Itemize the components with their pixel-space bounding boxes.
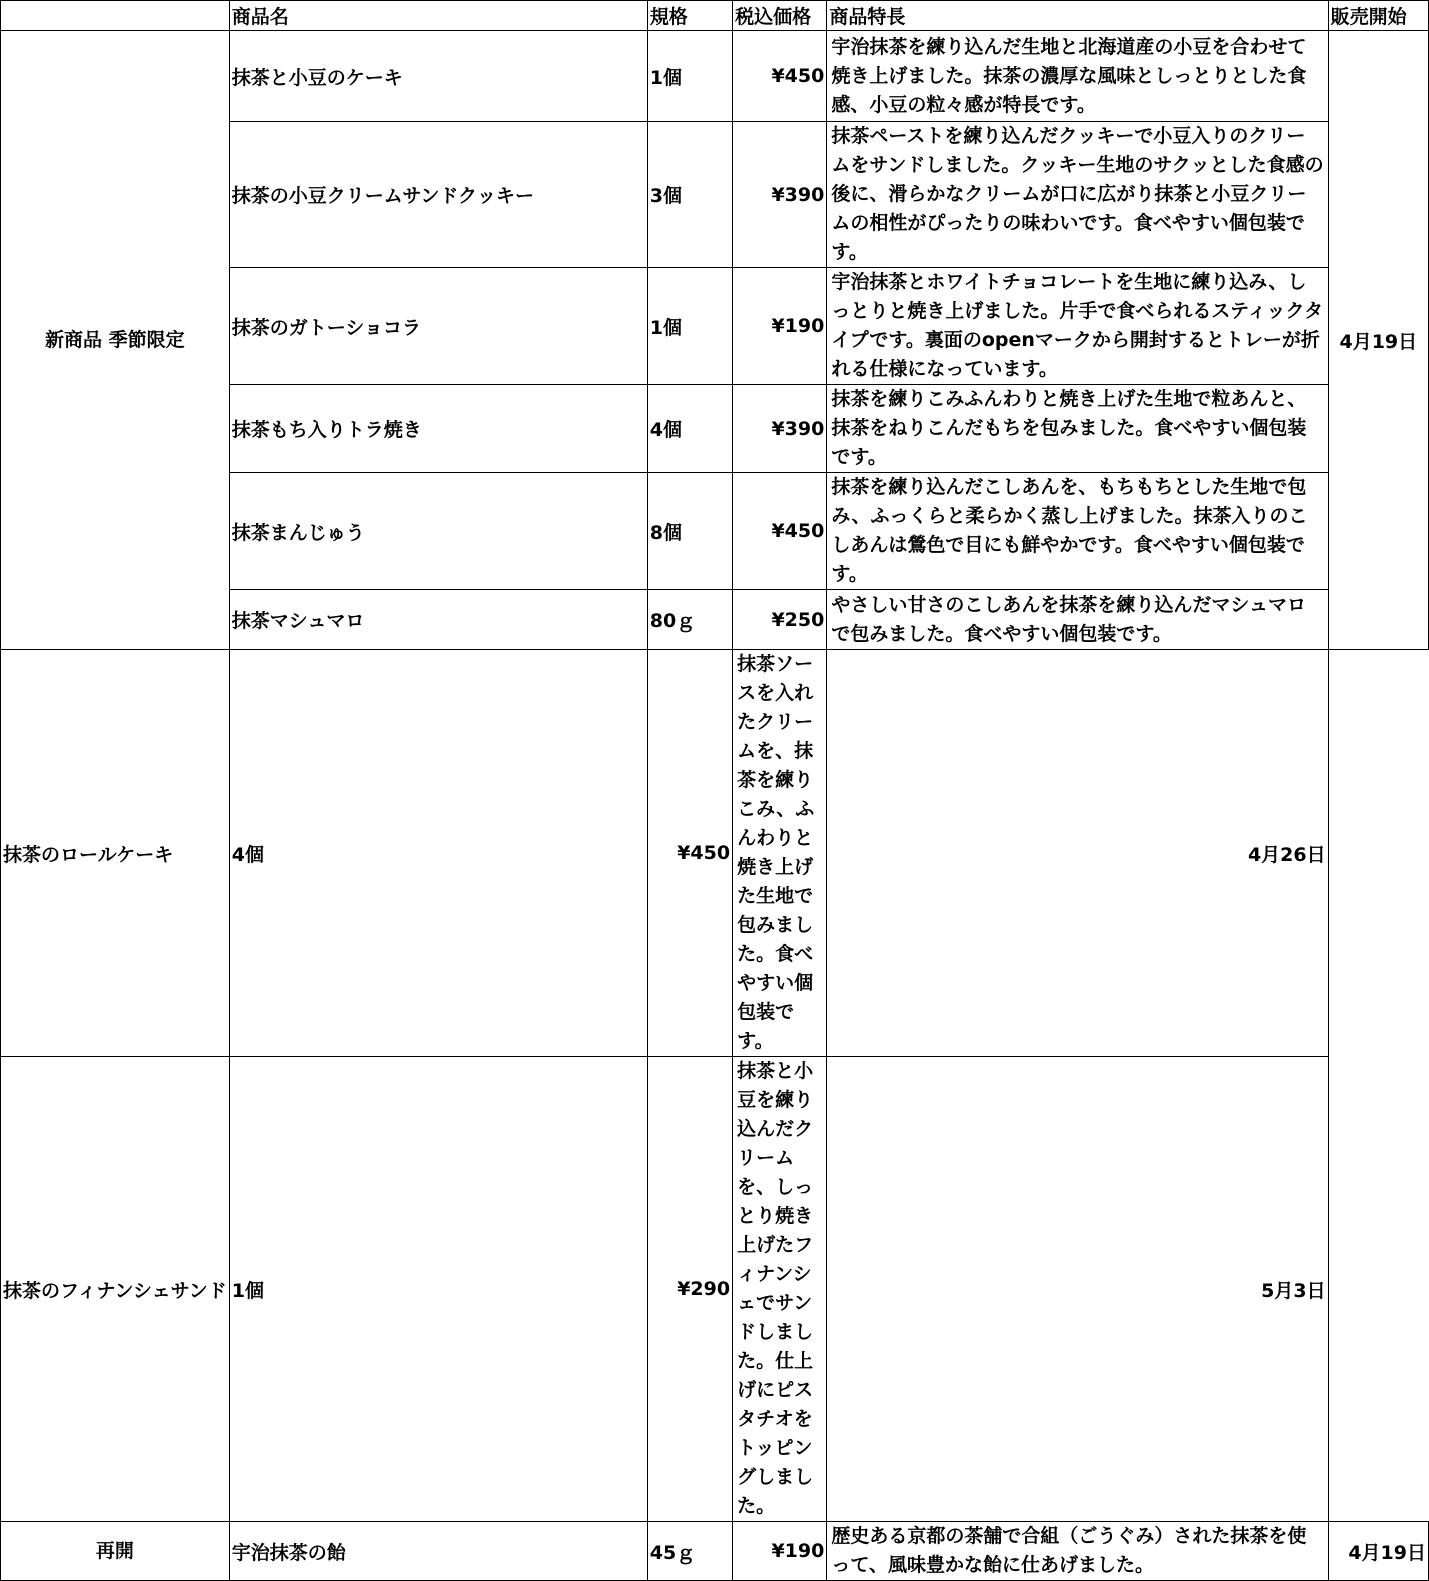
- product-size: 45ｇ: [647, 1522, 732, 1581]
- product-name: 宇治抹茶の飴: [229, 1522, 647, 1581]
- header-category: [1, 1, 230, 31]
- product-price: ¥190: [733, 1522, 827, 1581]
- product-name: 抹茶のガトーショコラ: [229, 268, 647, 385]
- product-features: 宇治抹茶とホワイトチョコレートを生地に練り込み、しっとりと焼き上げました。片手で食べられるスティックタイプです。裏面のopenマークから開封するとトレーが折れる仕様になっています。: [827, 268, 1328, 385]
- product-price: ¥290: [647, 1057, 732, 1522]
- product-name: 抹茶まんじゅう: [229, 473, 647, 590]
- table-row: [1, 1522, 1429, 1581]
- release-date: 4月19日: [1328, 31, 1428, 650]
- product-features: 抹茶ペーストを練り込んだクッキーで小豆入りのクリームをサンドしました。クッキー生地のサクッとした食感の後に、滑らかなクリームが口に広がり抹茶と小豆クリームの相性がぴったりの味わいです。食べやすい個包装です。: [827, 122, 1328, 268]
- product-price: ¥450: [733, 31, 827, 122]
- product-name: 抹茶の小豆クリームサンドクッキー: [229, 122, 647, 268]
- product-features: やさしい甘さのこしあんを抹茶を練り込んだマシュマロで包みました。食べやすい個包装です。: [827, 590, 1328, 650]
- product-features: 歴史ある京都の茶舗で合組（ごうぐみ）された抹茶を使って、風味豊かな飴に仕あげました。: [827, 1522, 1328, 1581]
- product-size: 1個: [647, 31, 732, 122]
- product-price: ¥390: [733, 385, 827, 473]
- release-date: 5月3日: [827, 1057, 1328, 1522]
- product-size: 4個: [229, 650, 647, 1057]
- product-name: 抹茶と小豆のケーキ: [229, 31, 647, 122]
- table-row: [1, 1057, 1429, 1522]
- release-date: 4月19日: [1328, 1522, 1428, 1581]
- header-size: 規格: [647, 1, 732, 31]
- product-features: 抹茶と小豆を練り込んだクリームを、しっとり焼き上げたフィナンシェでサンドしました。仕上げにピスタチオをトッピングしました。: [733, 1057, 827, 1522]
- product-features: 抹茶を練りこみふんわりと焼き上げた生地で粒あんと、抹茶をねりこんだもちを包みました。食べやすい個包装です。: [827, 385, 1328, 473]
- product-size: 3個: [647, 122, 732, 268]
- product-features: 抹茶を練り込んだこしあんを、もちもちとした生地で包み、ふっくらと柔らかく蒸し上げました。抹茶入りのこしあんは鶯色で目にも鮮やかです。食べやすい個包装です。: [827, 473, 1328, 590]
- header-name: 商品名: [229, 1, 647, 31]
- product-features: 抹茶ソースを入れたクリームを、抹茶を練りこみ、ふんわりと焼き上げた生地で包みました。食べやすい個包装です。: [733, 650, 827, 1057]
- product-price: ¥450: [647, 650, 732, 1057]
- table-row: [1, 650, 1429, 1057]
- product-size: 1個: [229, 1057, 647, 1522]
- product-price: ¥450: [733, 473, 827, 590]
- release-date: 4月26日: [827, 650, 1328, 1057]
- product-name: 抹茶のロールケーキ: [1, 650, 230, 1057]
- header-price: 税込価格: [733, 1, 827, 31]
- product-price: ¥390: [733, 122, 827, 268]
- product-price: ¥190: [733, 268, 827, 385]
- product-size: 1個: [647, 268, 732, 385]
- group-label-resumed: 再開: [1, 1522, 230, 1581]
- product-name: 抹茶マシュマロ: [229, 590, 647, 650]
- product-size: 4個: [647, 385, 732, 473]
- header-features: 商品特長: [827, 1, 1328, 31]
- product-name: 抹茶もち入りトラ焼き: [229, 385, 647, 473]
- product-name: 抹茶のフィナンシェサンド: [1, 1057, 230, 1522]
- header-release: 販売開始: [1328, 1, 1428, 31]
- product-size: 80ｇ: [647, 590, 732, 650]
- header-row: [1, 1, 1429, 31]
- table-row: [1, 31, 1429, 122]
- product-price: ¥250: [733, 590, 827, 650]
- product-size: 8個: [647, 473, 732, 590]
- product-features: 宇治抹茶を練り込んだ生地と北海道産の小豆を合わせて焼き上げました。抹茶の濃厚な風味としっとりとした食感、小豆の粒々感が特長です。: [827, 31, 1328, 122]
- group-label-new-seasonal: 新商品 季節限定: [1, 31, 230, 650]
